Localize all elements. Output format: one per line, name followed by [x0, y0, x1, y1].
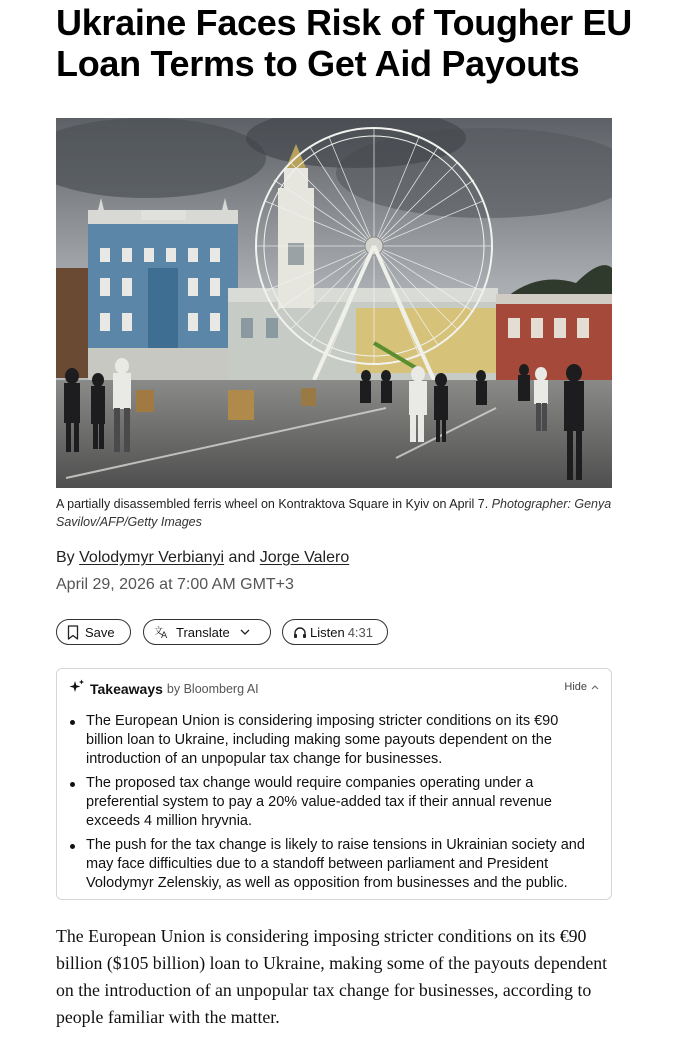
byline-prefix: By	[56, 549, 75, 566]
article-paragraph: The European Union is considering imposing stricter conditions on its €90 billion ($105 billion) loan to Ukraine, making some of the payouts dependent on the introduction of an unpopular tax change for businesses, according to people familiar with the matter.	[56, 926, 608, 1027]
chevron-up-icon	[591, 681, 599, 693]
bookmark-icon	[67, 625, 79, 640]
article-photo	[56, 118, 612, 488]
hide-takeaways-button[interactable]	[564, 681, 599, 693]
save-label: Save	[85, 624, 115, 640]
author-link-1[interactable]: Volodymyr Verbianyi	[79, 549, 225, 566]
byline-joiner: and	[228, 549, 256, 566]
caption-credit: Photographer: Genya Savilov/AFP/Getty Images	[56, 497, 612, 529]
takeaways-list	[69, 712, 589, 898]
translate-label: Translate	[176, 624, 230, 640]
listen-duration: 4:31	[347, 624, 374, 640]
byline	[56, 549, 349, 567]
takeaway-item: The proposed tax change would require companies operating under a preferential system to pay a 20% value-added tax if their annual revenue exceeds 4 million hryvnia.	[69, 774, 589, 831]
sparkle-icon	[69, 679, 85, 698]
listen-button[interactable]	[282, 619, 388, 645]
caption-text: A partially disassembled ferris wheel on Kontraktova Square in Kyiv on April 7.	[56, 497, 489, 511]
listen-label: Listen	[310, 624, 345, 640]
headphones-icon	[293, 626, 307, 639]
takeaways-panel	[56, 668, 612, 900]
author-link-2[interactable]: Jorge Valero	[259, 549, 350, 566]
svg-text:文: 文	[154, 627, 164, 637]
ferris-wheel-square-image	[56, 118, 612, 488]
takeaway-item: The European Union is considering imposing stricter conditions on its €90 billion loan to Ukraine, including making some payouts dependent on the introduction of an unpopular tax change for businesses.	[69, 712, 589, 769]
takeaways-header	[69, 679, 259, 698]
save-button[interactable]	[56, 619, 131, 645]
publish-date: April 29, 2026 at 7:00 AM GMT+3	[56, 576, 294, 593]
translate-button[interactable]	[143, 619, 271, 645]
takeaways-source: by Bloomberg AI	[166, 681, 259, 696]
article-headline: Ukraine Faces Risk of Tougher EU Loan Terms to Get Aid Payouts	[56, 2, 632, 84]
takeaways-title: Takeaways	[90, 680, 163, 697]
takeaway-item: The push for the tax change is likely to raise tensions in Ukrainian society and may face difficulties due to a standoff between parliament and President Volodymyr Zelenskiy, as well as opposition from businesses and the public.	[69, 836, 589, 893]
photo-caption	[56, 495, 612, 531]
translate-icon	[154, 625, 170, 639]
hide-label: Hide	[564, 681, 587, 693]
svg-text:A: A	[161, 631, 168, 639]
chevron-down-icon	[240, 629, 250, 636]
